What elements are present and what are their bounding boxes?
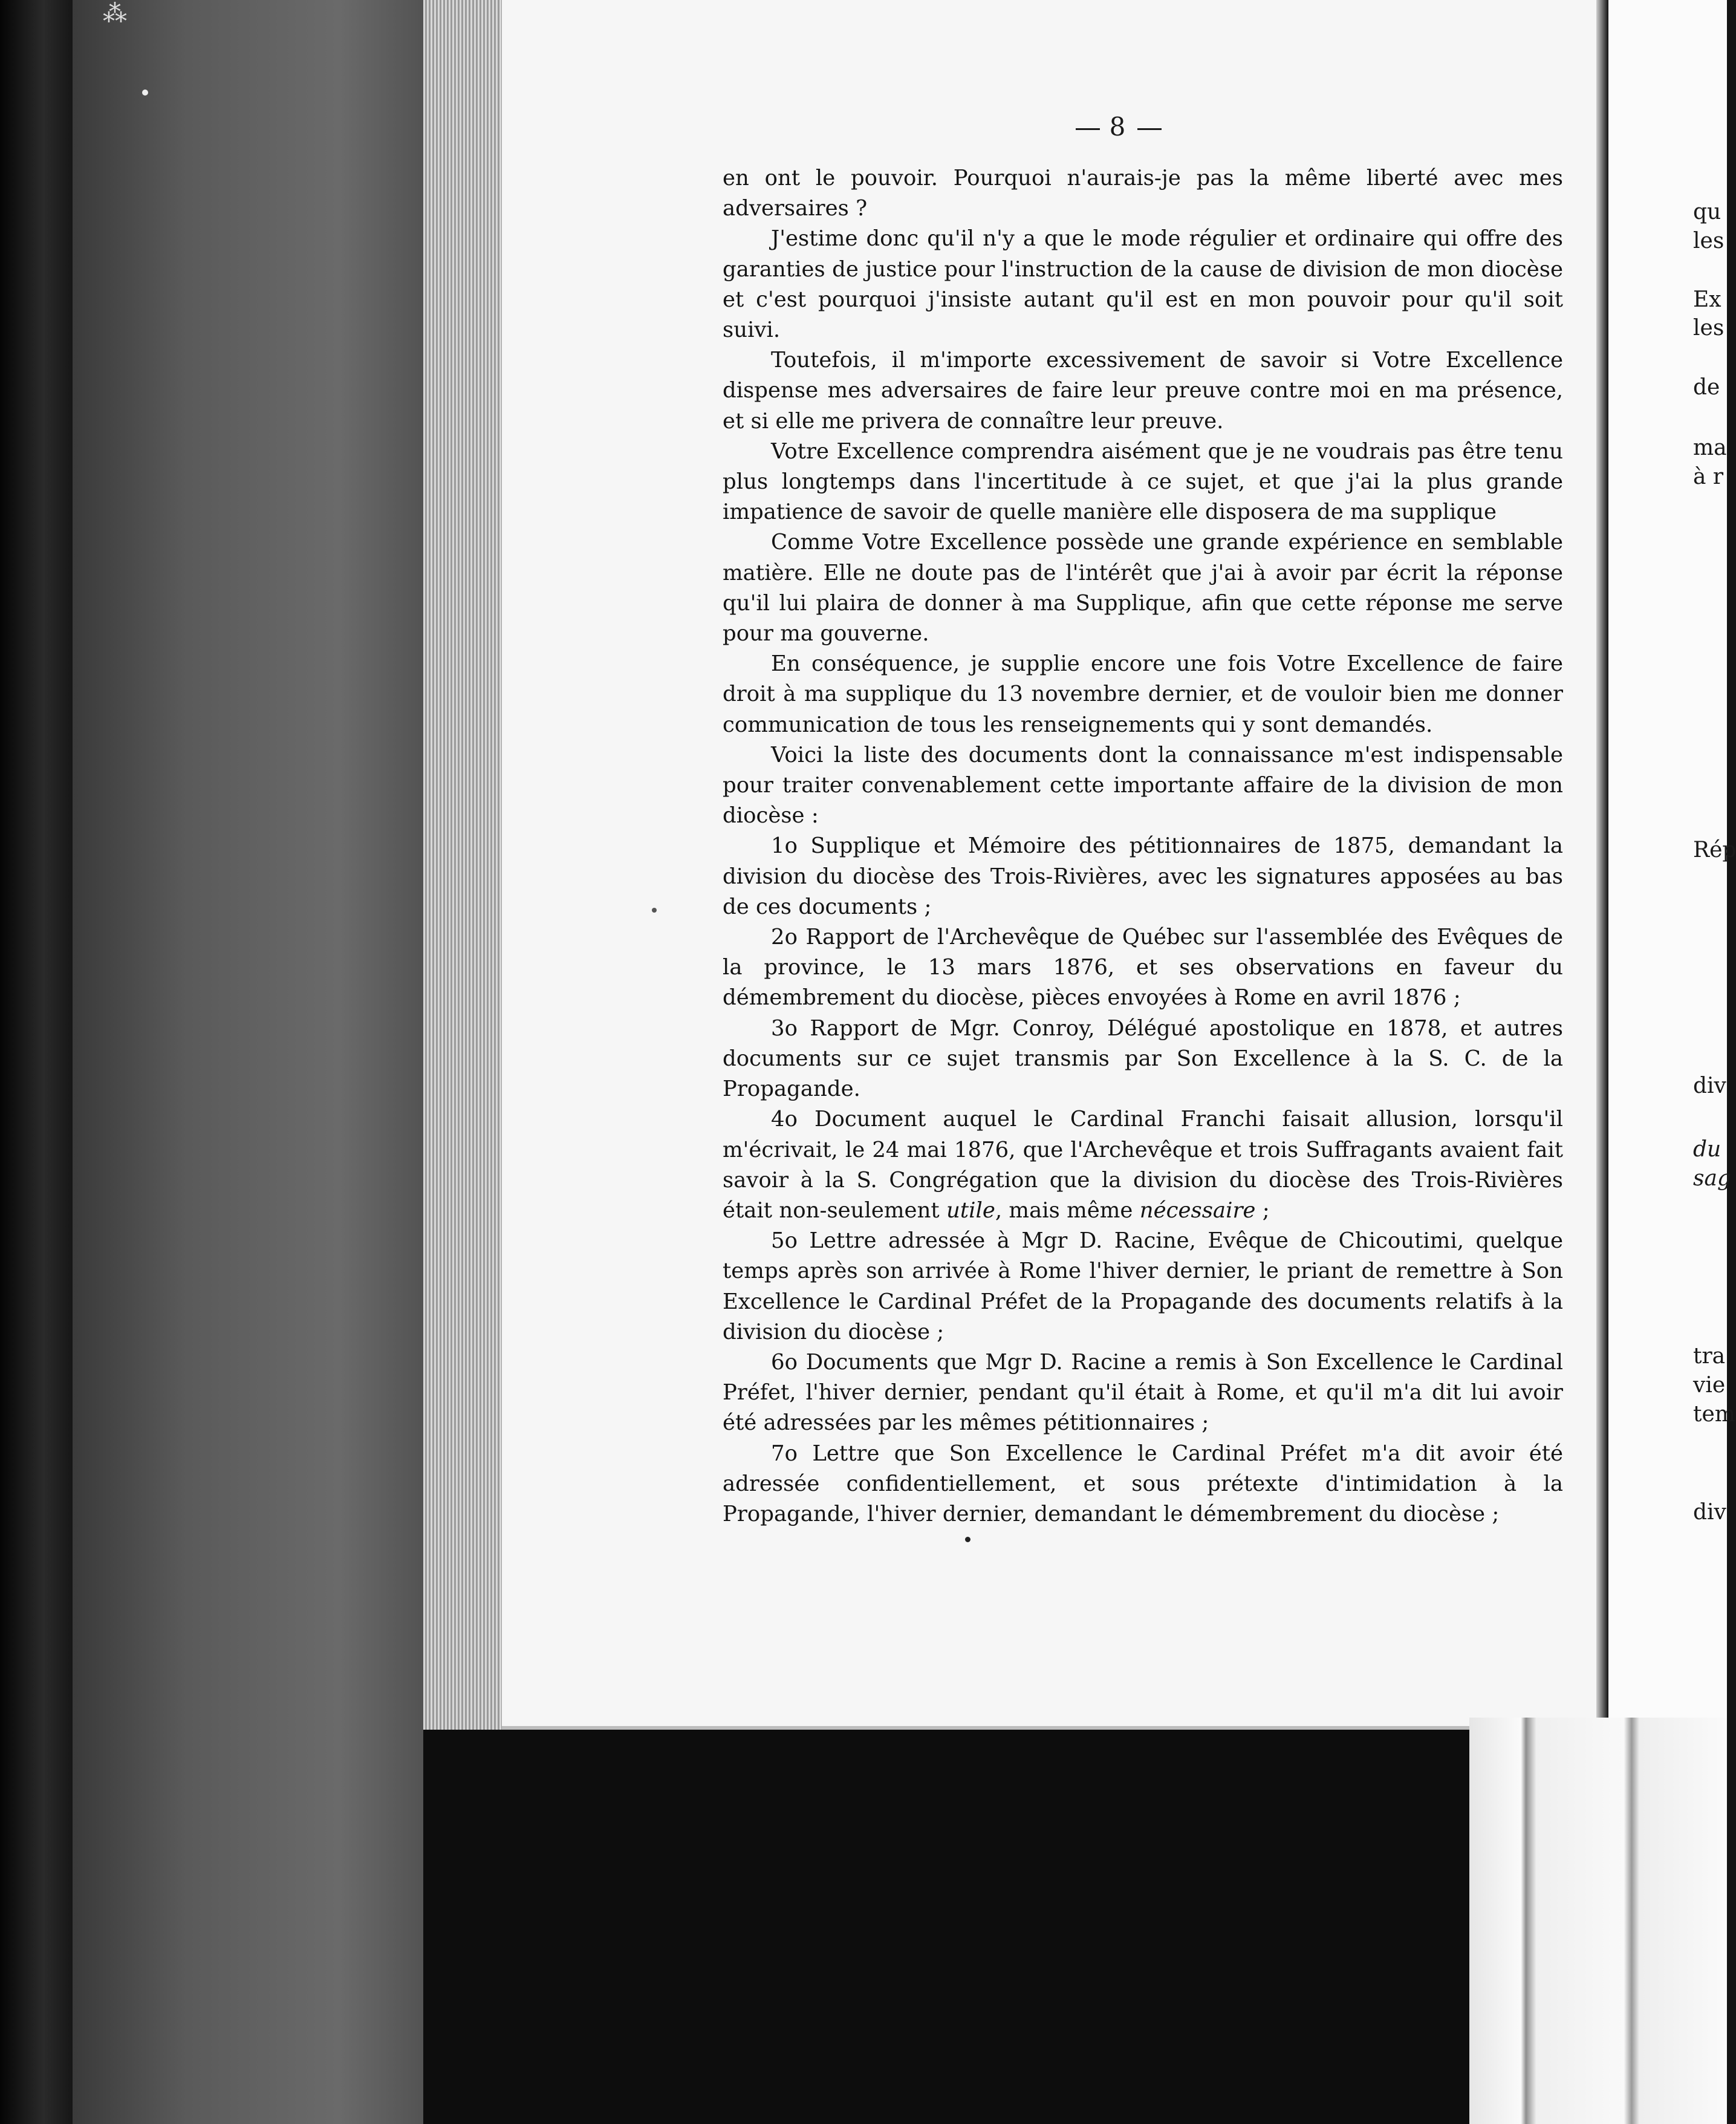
paragraph: En conséquence, je supplie encore une fois Votre Excellence de faire droit à ma supplique du 13 novembre dernier, et de vouloir bien me donner communication de tous les renseignements qui y sont demandés. [723,651,1563,737]
list-item-text: , mais même [995,1197,1140,1223]
text-fragment: Ex [1693,287,1721,312]
speck-mark [142,90,148,96]
paragraph: J'estime donc qu'il n'y a que le mode régulier et ordinaire qui offre des garanties de justice pour l'instruction de la cause de division de mon diocèse et c'est pourquoi j'insiste autant qu'il est en mon pouvoir pour qu'il soit suivi. [723,226,1563,343]
text-fragment: tem [1693,1402,1735,1427]
text-fragment: div [1693,1073,1726,1098]
text-fragment: les [1693,316,1725,340]
list-item: 3o Rapport de Mgr. Conroy, Délégué apostolique en 1878, et autres documents sur ce sujet transmis par Son Excellence à la S. C. de la Propagande. [723,1015,1563,1102]
paragraph: Comme Votre Excellence possède une grande expérience en semblable matière. Elle ne doute pas de l'intérêt que j'ai à avoir par écrit la réponse qu'il lui plaira de donner à ma Supplique, afin que cette réponse me serve pour ma gouverne. [723,530,1563,647]
paragraph: Votre Excellence comprendra aisément que je ne voudrais pas être tenu plus longtemps dans l'incertitude à ce sujet, et que j'ai la plus grande impatience de savoir de quelle manière elle disposera de ma supplique [723,438,1563,525]
list-item: 1o Supplique et Mémoire des pétitionnaires de 1875, demandant la division du diocèse des Trois-Rivières, avec les signatures apposées au bas de ces documents ; [723,833,1563,919]
list-item [723,1104,1563,1226]
margin-scribble: ⁂ [103,0,127,28]
text-fragment: vie [1693,1373,1726,1398]
paragraph: Toutefois, il m'importe excessivement de savoir si Votre Excellence dispense mes adversaires de faire leur preuve contre moi en ma présence, et si elle me privera de connaître leur preuve. [723,348,1563,434]
text-fragment: les [1693,229,1725,253]
list-item-text: ; [1255,1197,1270,1223]
text-fragment: div [1693,1500,1726,1525]
list-item: 6o Documents que Mgr D. Racine a remis à Son Excellence le Cardinal Préfet, l'hiver dernier, pendant qu'il était à Rome, et qu'il m'a dit lui avoir été adressées par les mêmes pétitionnaires ; [723,1349,1563,1436]
body-text [723,163,1563,1529]
right-page-text-fragments [1693,0,1736,1730]
page-stack-edges [423,0,502,1730]
italic-word: utile [946,1197,995,1223]
text-fragment: à r [1693,464,1724,489]
text-fragment: sag [1693,1166,1731,1191]
text-fragment: du [1693,1137,1721,1162]
speck-mark [652,908,657,913]
text-fragment: de [1693,375,1720,400]
left-facing-page [73,0,454,2124]
text-fragment: Rép [1693,838,1736,862]
text-fragment: qu [1693,200,1721,224]
list-item-text: 4o Document auquel le Cardinal Franchi faisait allusion, lorsqu'il m'écrivait, le 24 mai 1876, que l'Archevêque et trois Suffragants avaient fait savoir à la S. Congrégation que la division du diocèse des Trois-Rivières était non-seulement [723,1107,1563,1223]
left-binding [0,0,73,2124]
text-fragment: tra [1693,1344,1726,1369]
page-number: 8 [1028,112,1209,142]
speck-mark [965,1537,970,1542]
page-flaps [1469,1718,1727,2124]
text-fragment: ma [1693,435,1727,460]
list-item: 7o Lettre que Son Excellence le Cardinal Préfet m'a dit avoir été adressée confidentiellement, et sous prétexte d'intimidation à la Propagande, l'hiver dernier, demandant le démembrement du diocèse ; [723,1441,1563,1526]
paragraph: Voici la liste des documents dont la connaissance m'est indispensable pour traiter convenablement cette importante affaire de la division de mon diocèse : [723,742,1563,829]
paragraph: en ont le pouvoir. Pourquoi n'aurais-je pas la même liberté avec mes adversaires ? [723,166,1563,221]
list-item: 5o Lettre adressée à Mgr D. Racine, Evêque de Chicoutimi, quelque temps après son arrivée à Rome l'hiver dernier, le priant de remettre à Son Excellence le Cardinal Préfet de la Propagande des documents relatifs à la division du diocèse ; [723,1228,1563,1344]
list-item: 2o Rapport de l'Archevêque de Québec sur l'assemblée des Evêques de la province, le 13 mars 1876, et ses observations en faveur du démembrement du diocèse, pièces envoyées à Rome en avril 1876 ; [723,925,1563,1011]
italic-word: nécessaire [1139,1197,1256,1223]
